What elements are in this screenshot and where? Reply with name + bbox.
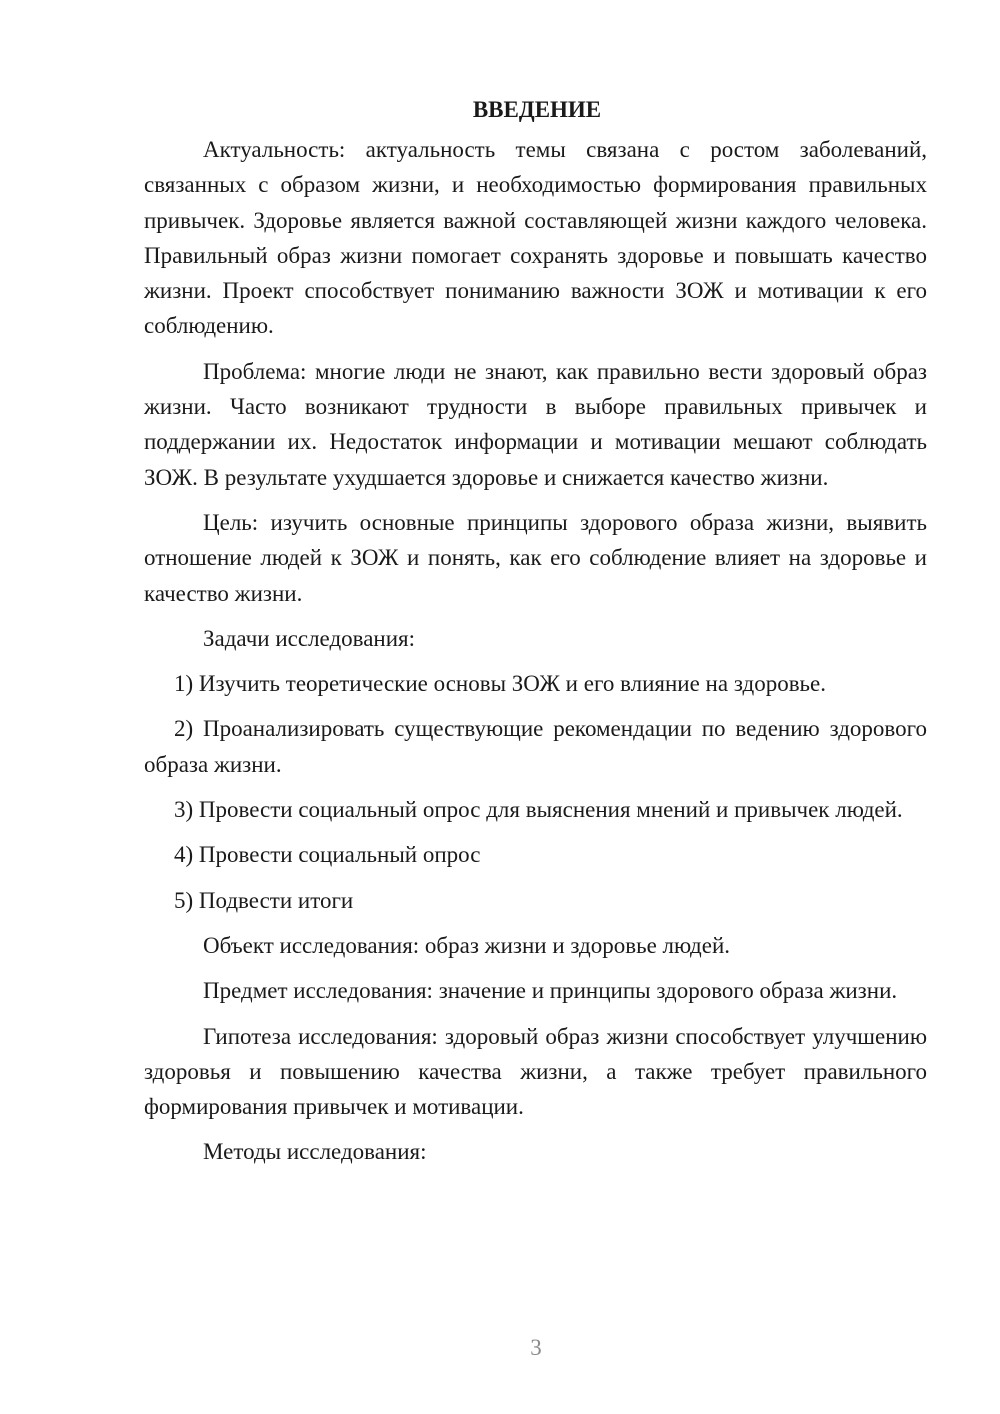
problem-paragraph: Проблема: многие люди не знают, как правильно вести здоровый образ жизни. Часто возникают трудности в выборе правильных привычек и поддержании их. Недостаток информации и мотивации мешают соблюдать ЗОЖ. В результате ухудшается здоровье и снижается качество жизни. [144,358,927,490]
tasks-heading: Задачи исследования: [203,625,416,651]
object-paragraph: Объект исследования: образ жизни и здоровье людей. [203,932,731,958]
subject-paragraph: Предмет исследования: значение и принципы здорового образа жизни. [203,978,898,1004]
page-content [144,92,927,1180]
hypothesis-paragraph: Гипотеза исследования: здоровый образ жизни способствует улучшению здоровья и повышению качества жизни, а также требует правильного формирования привычек и мотивации. [144,1023,927,1120]
task-item-2: 2) Проанализировать существующие рекомендации по ведению здорового образа жизни. [144,716,927,777]
goal-paragraph: Цель: изучить основные принципы здорового образа жизни, выявить отношение людей к ЗОЖ и понять, как его соблюдение влияет на здоровье и качество жизни. [144,509,927,606]
relevance-paragraph: Актуальность: актуальность темы связана с ростом заболеваний, связанных с образом жизни, и необходимостью формирования правильных привычек. Здоровье является важной составляющей жизни каждого человека. Правильный образ жизни помогает сохранять здоровье и повышать качество жизни. Проект способствует пониманию важности ЗОЖ и мотивации к его соблюдению. [144,137,927,339]
task-item-5: 5) Подвести итоги [174,887,354,913]
task-item-3: 3) Провести социальный опрос для выяснения мнений и привычек людей. [174,797,903,823]
section-title: ВВЕДЕНИЕ [472,97,602,122]
methods-heading: Методы исследования: [203,1139,427,1165]
page-number: 3 [530,1335,542,1360]
task-item-4: 4) Провести социальный опрос [174,842,481,868]
task-item-1: 1) Изучить теоретические основы ЗОЖ и его влияние на здоровье. [174,671,827,697]
